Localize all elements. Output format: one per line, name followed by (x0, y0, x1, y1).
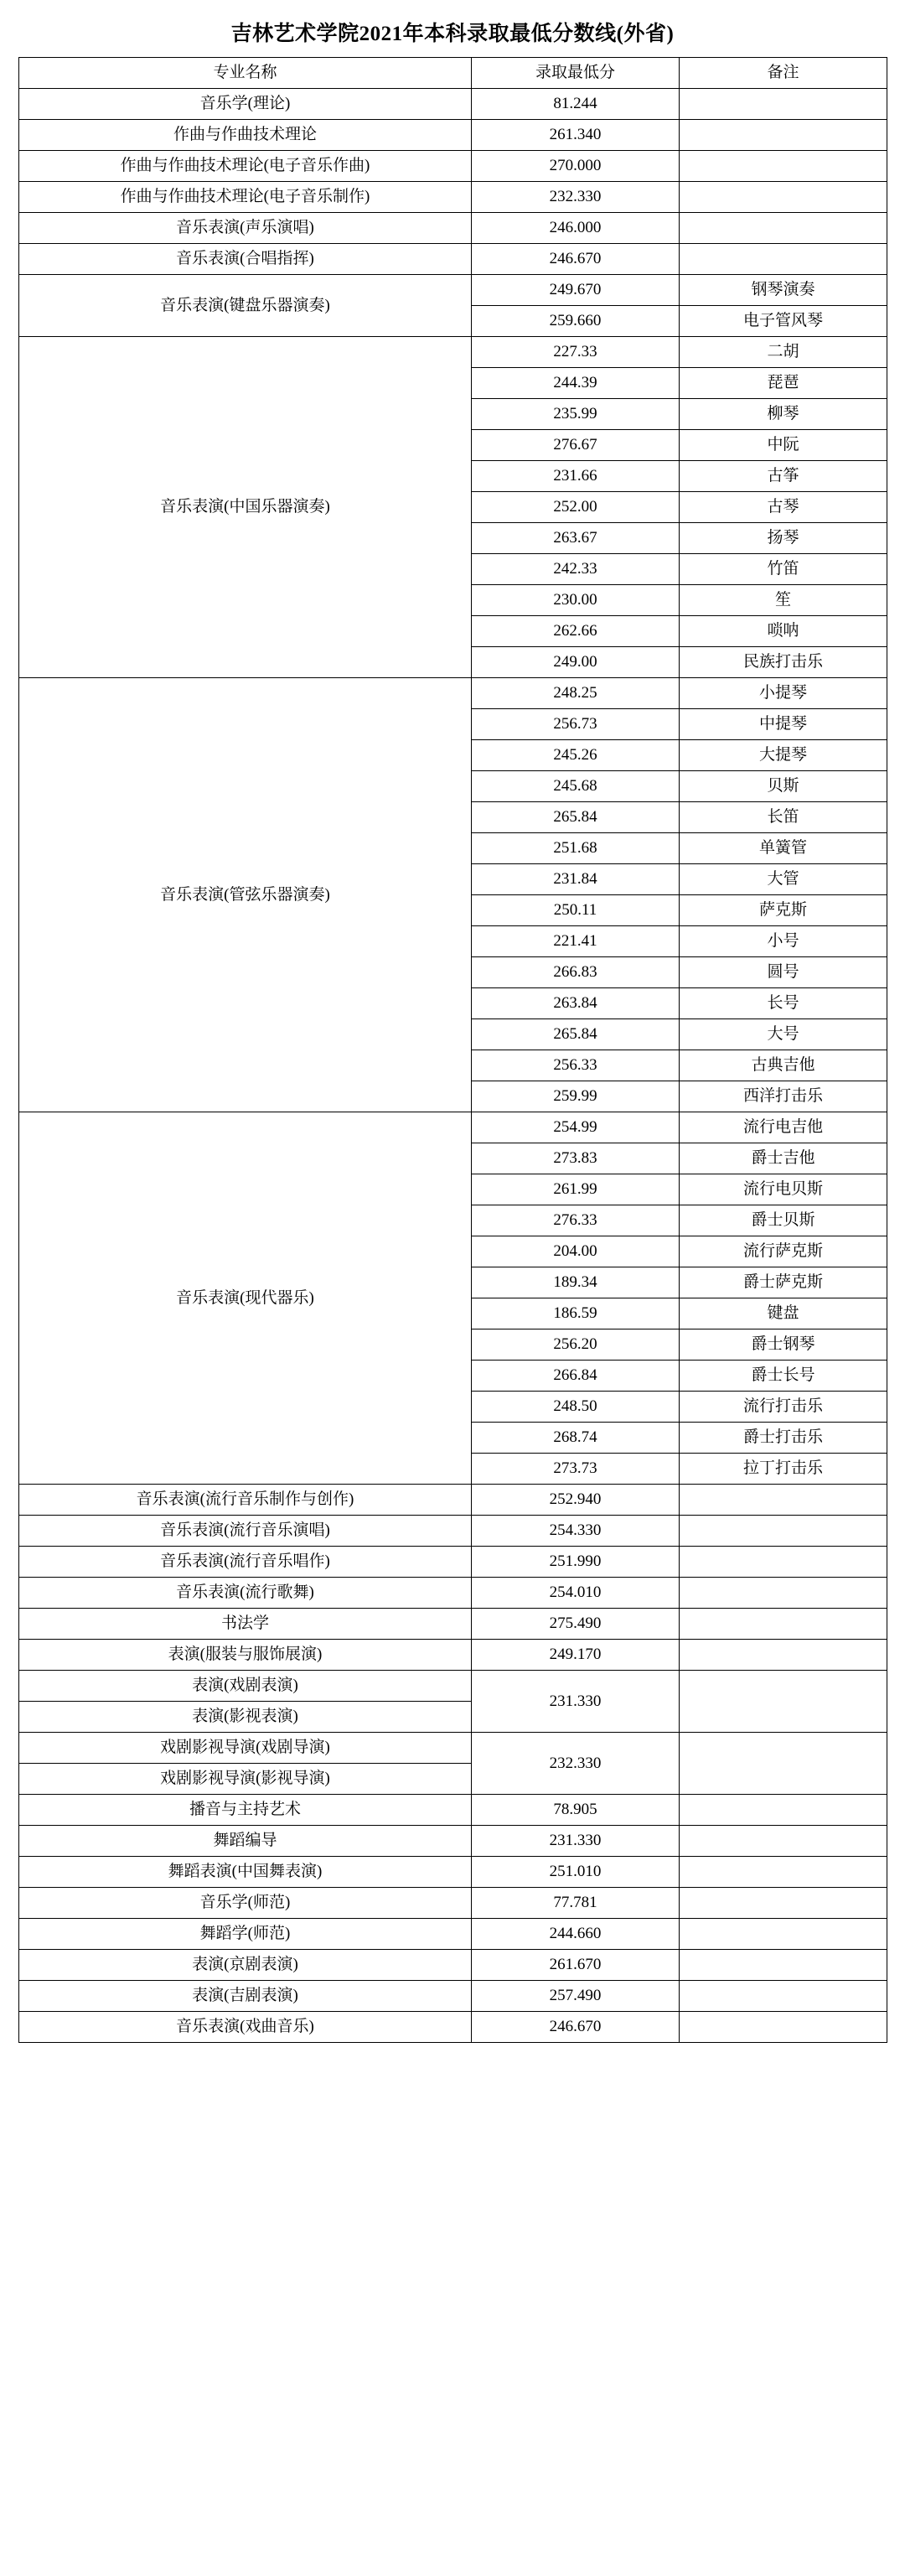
table-row (19, 182, 887, 213)
cell-score: 256.33 (472, 1050, 680, 1081)
cell-score: 204.00 (472, 1236, 680, 1267)
cell-note (680, 1578, 887, 1609)
cell-major: 戏剧影视导演(戏剧导演) (19, 1733, 472, 1764)
table-row (19, 275, 887, 306)
cell-score: 252.00 (472, 492, 680, 523)
cell-score: 276.33 (472, 1205, 680, 1236)
cell-note (680, 1919, 887, 1950)
table-row (19, 1888, 887, 1919)
cell-score: 81.244 (472, 89, 680, 120)
cell-score: 266.83 (472, 957, 680, 988)
table-row (19, 1981, 887, 2012)
cell-note: 爵士长号 (680, 1361, 887, 1392)
cell-note (680, 1671, 887, 1733)
table-row (19, 337, 887, 368)
cell-score: 244.39 (472, 368, 680, 399)
cell-score: 276.67 (472, 430, 680, 461)
cell-note: 爵士萨克斯 (680, 1267, 887, 1298)
table-row (19, 1609, 887, 1640)
cell-score: 231.330 (472, 1826, 680, 1857)
cell-score: 273.73 (472, 1454, 680, 1485)
cell-score: 249.670 (472, 275, 680, 306)
cell-score: 268.74 (472, 1423, 680, 1454)
cell-score: 259.660 (472, 306, 680, 337)
cell-score: 250.11 (472, 895, 680, 926)
cell-note (680, 182, 887, 213)
cell-score: 249.00 (472, 647, 680, 678)
cell-note: 柳琴 (680, 399, 887, 430)
cell-note (680, 1888, 887, 1919)
cell-note: 长号 (680, 988, 887, 1019)
cell-score: 221.41 (472, 926, 680, 957)
cell-note: 萨克斯 (680, 895, 887, 926)
table-row (19, 2012, 887, 2043)
cell-note: 流行电吉他 (680, 1112, 887, 1143)
table-row (19, 244, 887, 275)
cell-score: 273.83 (472, 1143, 680, 1174)
cell-score: 251.990 (472, 1547, 680, 1578)
cell-note (680, 1609, 887, 1640)
cell-score: 265.84 (472, 802, 680, 833)
cell-major: 音乐表演(键盘乐器演奏) (19, 275, 472, 337)
cell-note: 爵士贝斯 (680, 1205, 887, 1236)
cell-note: 琵琶 (680, 368, 887, 399)
cell-score: 248.25 (472, 678, 680, 709)
page-title: 吉林艺术学院2021年本科录取最低分数线(外省) (230, 23, 675, 45)
table-row (19, 151, 887, 182)
cell-note: 流行打击乐 (680, 1392, 887, 1423)
table-row (19, 1857, 887, 1888)
cell-major: 音乐表演(声乐演唱) (19, 213, 472, 244)
cell-note: 古筝 (680, 461, 887, 492)
cell-score: 78.905 (472, 1795, 680, 1826)
cell-score: 266.84 (472, 1361, 680, 1392)
table-row (19, 89, 887, 120)
cell-note (680, 1950, 887, 1981)
table-row (19, 1795, 887, 1826)
cell-note: 西洋打击乐 (680, 1081, 887, 1112)
cell-score: 186.59 (472, 1298, 680, 1329)
cell-score: 261.670 (472, 1950, 680, 1981)
cell-note: 键盘 (680, 1298, 887, 1329)
column-header-major: 专业名称 (19, 58, 472, 89)
cell-score: 262.66 (472, 616, 680, 647)
cell-note: 流行萨克斯 (680, 1236, 887, 1267)
cell-note: 竹笛 (680, 554, 887, 585)
cell-score: 242.33 (472, 554, 680, 585)
cell-score: 254.010 (472, 1578, 680, 1609)
table-row (19, 1919, 887, 1950)
cell-note: 笙 (680, 585, 887, 616)
cell-score: 263.84 (472, 988, 680, 1019)
cell-score: 251.010 (472, 1857, 680, 1888)
cell-note (680, 1516, 887, 1547)
cell-major: 表演(影视表演) (19, 1702, 472, 1733)
cell-major: 音乐表演(现代器乐) (19, 1112, 472, 1485)
cell-note: 中阮 (680, 430, 887, 461)
cell-major: 音乐表演(流行音乐制作与创作) (19, 1485, 472, 1516)
cell-major: 音乐表演(流行音乐唱作) (19, 1547, 472, 1578)
cell-major: 音乐学(师范) (19, 1888, 472, 1919)
table-row (19, 1826, 887, 1857)
table-row (19, 1640, 887, 1671)
cell-note: 唢呐 (680, 616, 887, 647)
cell-note: 电子管风琴 (680, 306, 887, 337)
table-row (19, 1547, 887, 1578)
table-row (19, 1578, 887, 1609)
table-row (19, 678, 887, 709)
cell-major: 表演(服装与服饰展演) (19, 1640, 472, 1671)
cell-note: 扬琴 (680, 523, 887, 554)
cell-score: 275.490 (472, 1609, 680, 1640)
column-header-score: 录取最低分 (472, 58, 680, 89)
cell-note: 中提琴 (680, 709, 887, 740)
cell-note (680, 213, 887, 244)
cell-score: 248.50 (472, 1392, 680, 1423)
cell-score: 244.660 (472, 1919, 680, 1950)
cell-score: 261.340 (472, 120, 680, 151)
table-row (19, 1733, 887, 1764)
cell-score: 259.99 (472, 1081, 680, 1112)
cell-score: 231.84 (472, 864, 680, 895)
cell-major: 音乐表演(流行歌舞) (19, 1578, 472, 1609)
table-row (19, 213, 887, 244)
cell-score: 246.000 (472, 213, 680, 244)
cell-score: 270.000 (472, 151, 680, 182)
table-row (19, 1485, 887, 1516)
cell-major: 音乐学(理论) (19, 89, 472, 120)
cell-note: 钢琴演奏 (680, 275, 887, 306)
cell-note: 拉丁打击乐 (680, 1454, 887, 1485)
cell-note: 贝斯 (680, 771, 887, 802)
cell-score: 265.84 (472, 1019, 680, 1050)
cell-major: 音乐表演(合唱指挥) (19, 244, 472, 275)
cell-note: 圆号 (680, 957, 887, 988)
table-header-row (19, 58, 887, 89)
cell-note (680, 1826, 887, 1857)
cell-note (680, 1547, 887, 1578)
cell-major: 音乐表演(管弦乐器演奏) (19, 678, 472, 1112)
cell-score: 251.68 (472, 833, 680, 864)
table-row (19, 1671, 887, 1702)
cell-note (680, 89, 887, 120)
cell-major: 舞蹈表演(中国舞表演) (19, 1857, 472, 1888)
cell-major: 音乐表演(中国乐器演奏) (19, 337, 472, 678)
cell-note (680, 151, 887, 182)
cell-major: 舞蹈学(师范) (19, 1919, 472, 1950)
cell-note (680, 1857, 887, 1888)
cell-score: 245.68 (472, 771, 680, 802)
cell-score: 232.330 (472, 182, 680, 213)
cell-note: 古琴 (680, 492, 887, 523)
cell-major: 音乐表演(戏曲音乐) (19, 2012, 472, 2043)
table-row (19, 1950, 887, 1981)
cell-major: 表演(戏剧表演) (19, 1671, 472, 1702)
cell-note: 民族打击乐 (680, 647, 887, 678)
cell-major: 作曲与作曲技术理论(电子音乐作曲) (19, 151, 472, 182)
cell-score: 231.66 (472, 461, 680, 492)
cell-score: 263.67 (472, 523, 680, 554)
table-header (19, 58, 887, 89)
cell-score: 77.781 (472, 1888, 680, 1919)
cell-note (680, 2012, 887, 2043)
cell-note (680, 244, 887, 275)
cell-score: 227.33 (472, 337, 680, 368)
cell-score: 246.670 (472, 2012, 680, 2043)
cell-score: 261.99 (472, 1174, 680, 1205)
cell-major: 书法学 (19, 1609, 472, 1640)
cell-score: 189.34 (472, 1267, 680, 1298)
cell-note: 大号 (680, 1019, 887, 1050)
cell-major: 作曲与作曲技术理论 (19, 120, 472, 151)
cell-score: 254.99 (472, 1112, 680, 1143)
cell-note: 长笛 (680, 802, 887, 833)
cell-note (680, 120, 887, 151)
table-row (19, 120, 887, 151)
column-header-note: 备注 (680, 58, 887, 89)
cell-note (680, 1981, 887, 2012)
cell-note (680, 1640, 887, 1671)
cell-major: 播音与主持艺术 (19, 1795, 472, 1826)
cell-note (680, 1485, 887, 1516)
cell-score: 254.330 (472, 1516, 680, 1547)
cell-major: 表演(京剧表演) (19, 1950, 472, 1981)
cell-note: 二胡 (680, 337, 887, 368)
table-row (19, 1112, 887, 1143)
table-body (19, 89, 887, 2043)
cell-major: 音乐表演(流行音乐演唱) (19, 1516, 472, 1547)
cell-note: 爵士打击乐 (680, 1423, 887, 1454)
cell-note: 大提琴 (680, 740, 887, 771)
cell-note: 流行电贝斯 (680, 1174, 887, 1205)
cell-score: 246.670 (472, 244, 680, 275)
cell-score: 249.170 (472, 1640, 680, 1671)
cell-note: 爵士钢琴 (680, 1329, 887, 1361)
cell-note: 古典吉他 (680, 1050, 887, 1081)
cell-note (680, 1733, 887, 1795)
cell-score: 256.20 (472, 1329, 680, 1361)
cell-score: 231.330 (472, 1671, 680, 1733)
cell-major: 舞蹈编导 (19, 1826, 472, 1857)
cell-major: 戏剧影视导演(影视导演) (19, 1764, 472, 1795)
cell-score: 235.99 (472, 399, 680, 430)
cell-major: 作曲与作曲技术理论(电子音乐制作) (19, 182, 472, 213)
cell-note (680, 1795, 887, 1826)
cell-note: 小号 (680, 926, 887, 957)
cell-major: 表演(吉剧表演) (19, 1981, 472, 2012)
cell-note: 爵士吉他 (680, 1143, 887, 1174)
cell-note: 大管 (680, 864, 887, 895)
cell-score: 230.00 (472, 585, 680, 616)
cell-note: 单簧管 (680, 833, 887, 864)
cell-score: 252.940 (472, 1485, 680, 1516)
cell-score: 256.73 (472, 709, 680, 740)
cell-note: 小提琴 (680, 678, 887, 709)
cell-score: 257.490 (472, 1981, 680, 2012)
admission-score-table (18, 57, 887, 2043)
table-row (19, 1516, 887, 1547)
cell-score: 245.26 (472, 740, 680, 771)
cell-score: 232.330 (472, 1733, 680, 1795)
